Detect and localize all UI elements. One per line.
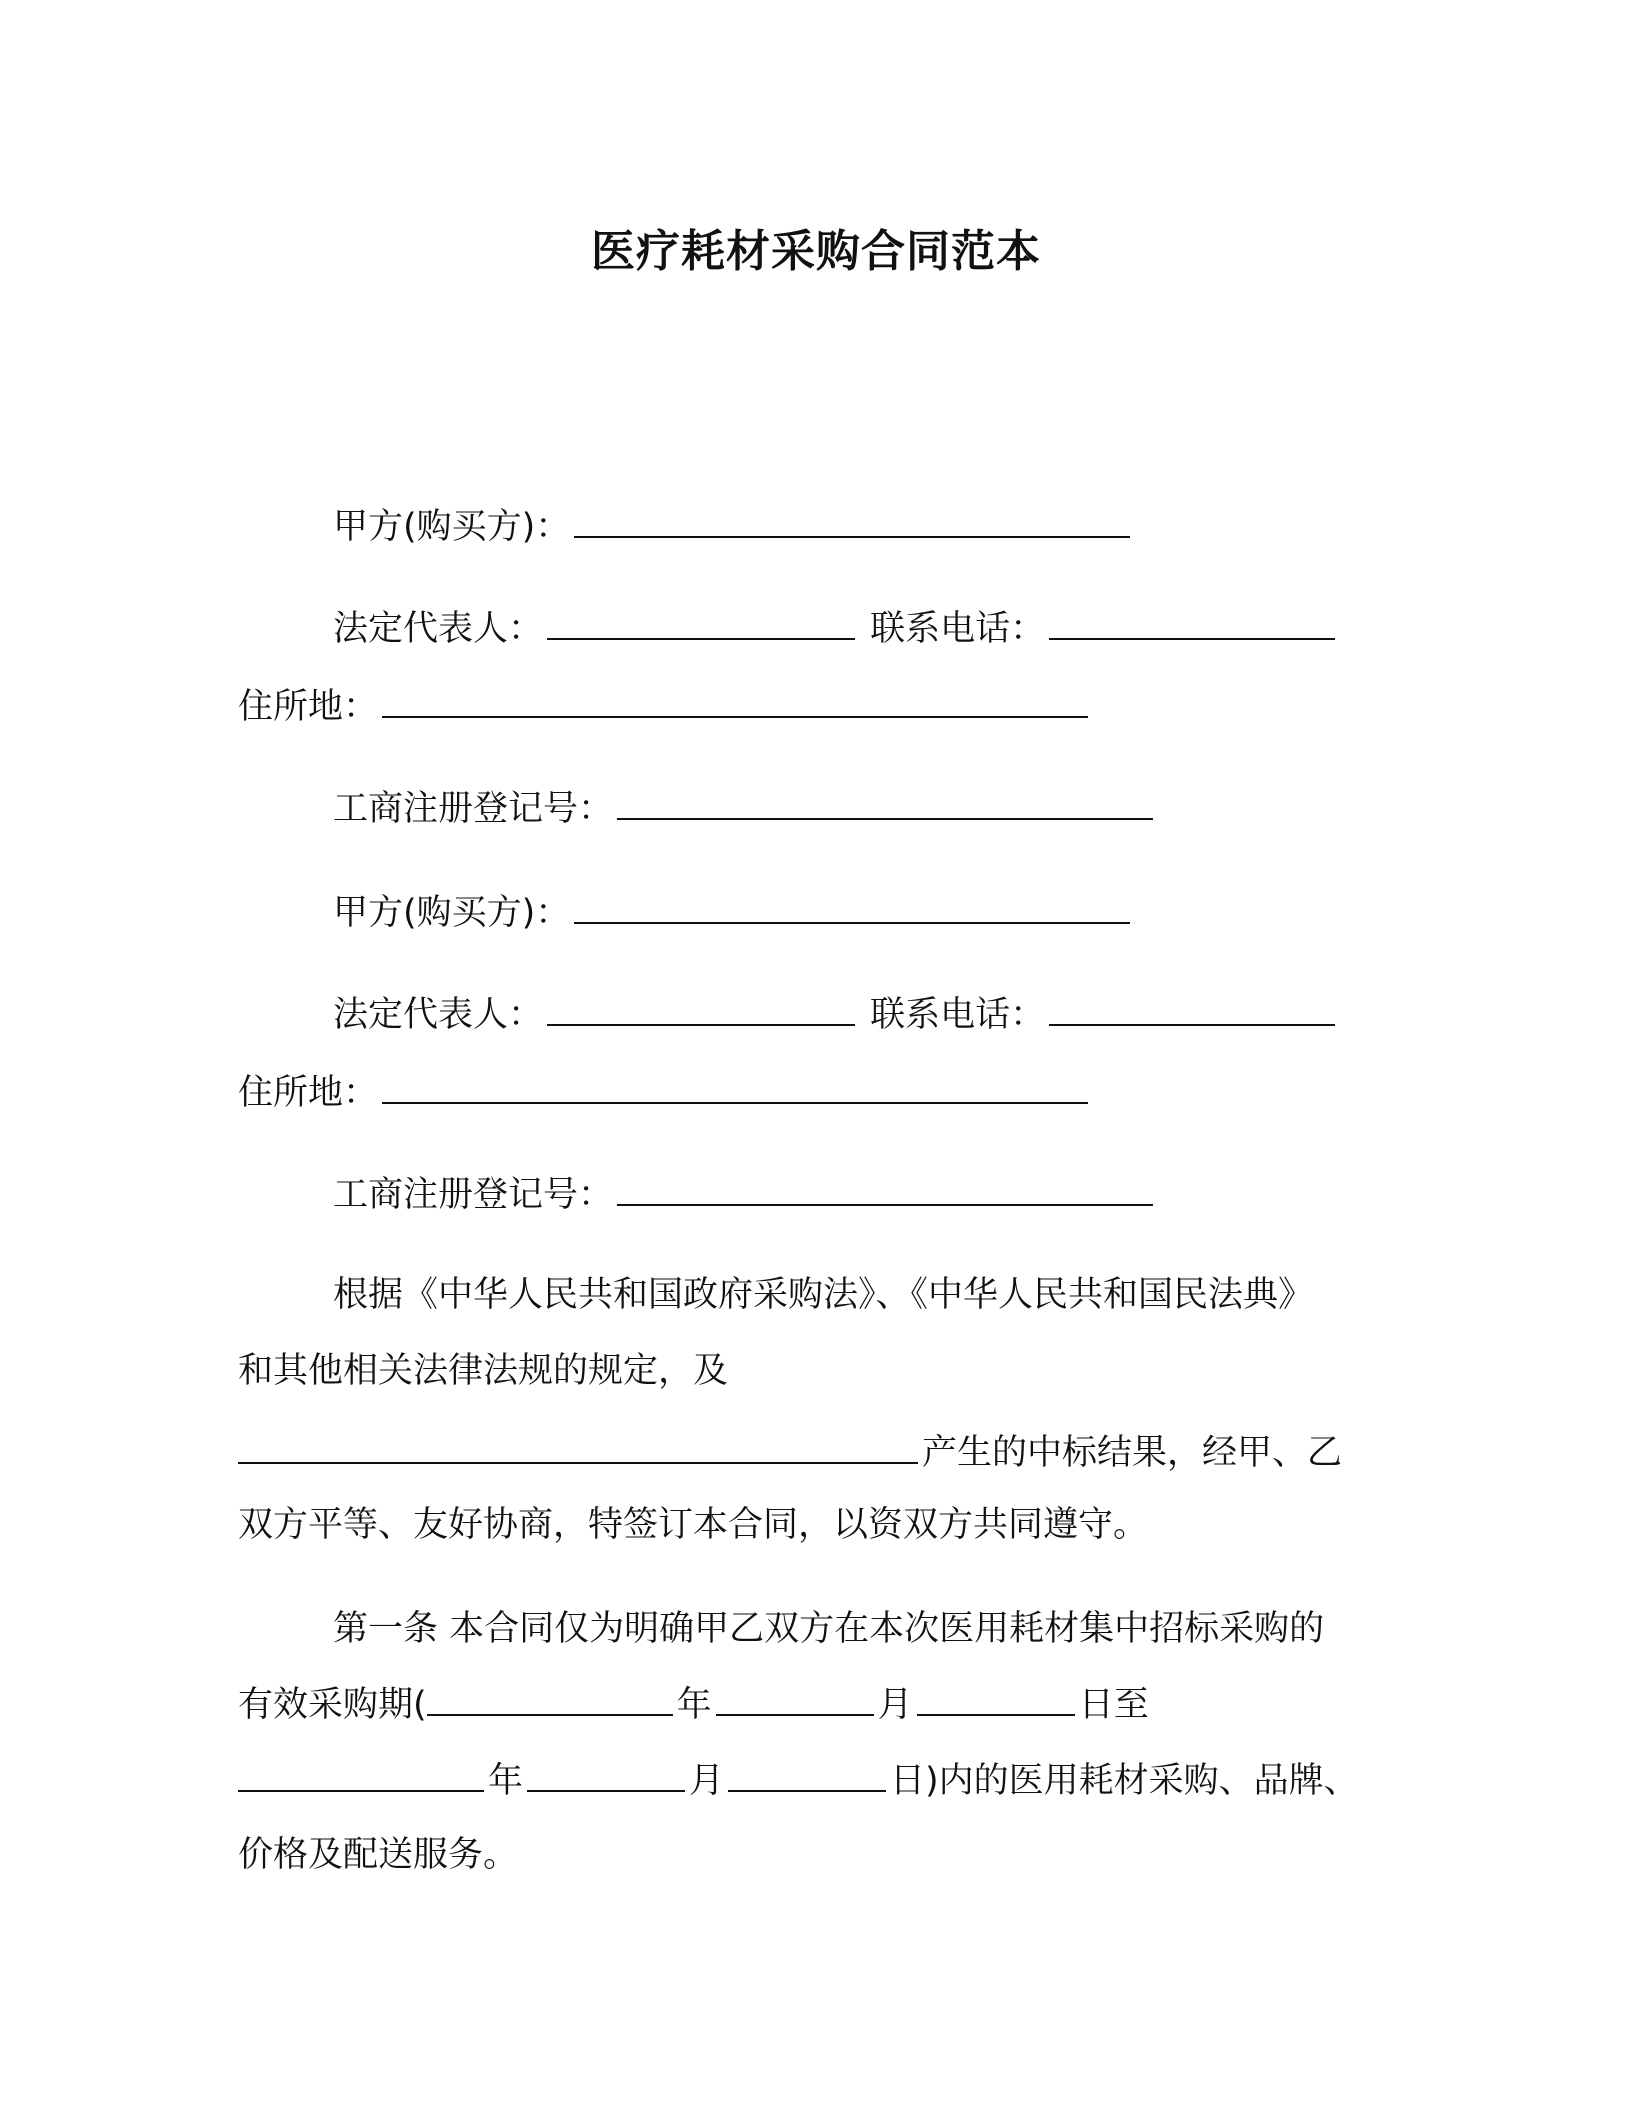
day-to-label: 日至	[1078, 1685, 1149, 1725]
party-a-blank[interactable]	[574, 502, 1130, 538]
basis-line-2: 和其他相关法律法规的规定，及	[238, 1351, 729, 1391]
address-blank-2[interactable]	[382, 1068, 1088, 1104]
year-label: 年	[676, 1685, 712, 1725]
phone-blank-2[interactable]	[1049, 990, 1335, 1026]
article1-line-4: 价格及配送服务。	[238, 1835, 519, 1875]
end-month-blank[interactable]	[527, 1756, 685, 1792]
month-label: 月	[877, 1685, 913, 1725]
party-a-line-2	[333, 888, 1134, 938]
address-label-2: 住所地：	[238, 1073, 379, 1113]
party-a-line	[333, 502, 1134, 552]
reg-no-label: 工商注册登记号：	[333, 789, 614, 829]
legal-rep-blank-2[interactable]	[547, 990, 855, 1026]
article1-line-3-suffix: 日)内的医用耗材采购、品牌、	[890, 1761, 1359, 1801]
reg-no-label-2: 工商注册登记号：	[333, 1175, 614, 1215]
address-label: 住所地：	[238, 687, 379, 727]
article1-line-3	[238, 1756, 1359, 1806]
party-a-label-2: 甲方(购买方)：	[333, 893, 571, 933]
party-a-label: 甲方(购买方)：	[333, 507, 571, 547]
start-year-blank[interactable]	[427, 1680, 673, 1716]
end-year-blank[interactable]	[238, 1756, 484, 1792]
document-title: 医疗耗材采购合同范本	[591, 226, 1041, 277]
reg-no-blank[interactable]	[617, 784, 1153, 820]
reg-no-blank-2[interactable]	[617, 1170, 1153, 1206]
article1-line-2	[238, 1680, 1149, 1730]
phone-label-2: 联系电话：	[870, 995, 1046, 1035]
basis-line-1: 根据《中华人民共和国政府采购法》、《中华人民共和国民法典》	[333, 1275, 1314, 1315]
party-a-blank-2[interactable]	[574, 888, 1130, 924]
address-line-2	[238, 1068, 1092, 1118]
legal-rep-line-2	[333, 990, 1339, 1040]
basis-line-4: 双方平等、友好协商，特签订本合同，以资双方共同遵守。	[238, 1505, 1149, 1545]
phone-label: 联系电话：	[870, 609, 1046, 649]
address-line	[238, 682, 1092, 732]
basis-line-3	[238, 1428, 1342, 1478]
reg-no-line	[333, 784, 1157, 834]
reg-no-line-2	[333, 1170, 1157, 1220]
end-day-blank[interactable]	[728, 1756, 886, 1792]
legal-rep-line	[333, 604, 1339, 654]
address-blank[interactable]	[382, 682, 1088, 718]
start-day-blank[interactable]	[917, 1680, 1075, 1716]
article1-line-1: 第一条 本合同仅为明确甲乙双方在本次医用耗材集中招标采购的	[333, 1609, 1325, 1649]
legal-rep-label: 法定代表人：	[333, 609, 544, 649]
month-label-2: 月	[689, 1761, 725, 1801]
basis-line-3-suffix: 产生的中标结果，经甲、乙	[922, 1433, 1343, 1473]
legal-rep-label-2: 法定代表人：	[333, 995, 544, 1035]
tender-project-blank[interactable]	[238, 1428, 918, 1464]
legal-rep-blank[interactable]	[547, 604, 855, 640]
start-month-blank[interactable]	[716, 1680, 874, 1716]
phone-blank[interactable]	[1049, 604, 1335, 640]
article1-line-2-prefix: 有效采购期(	[238, 1685, 427, 1725]
year-label-2: 年	[488, 1761, 524, 1801]
